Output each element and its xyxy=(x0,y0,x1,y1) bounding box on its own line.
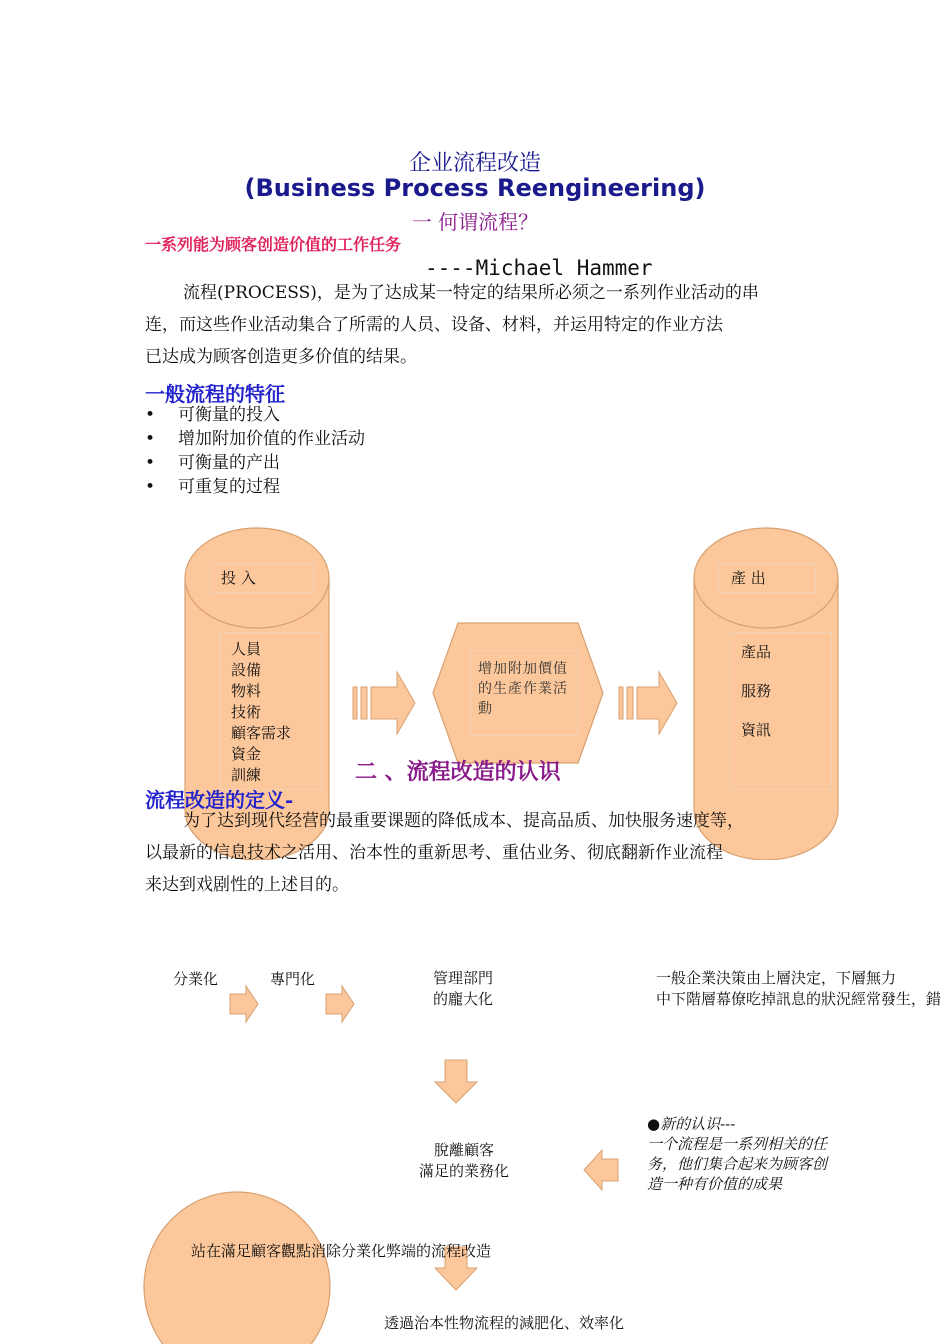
new-understanding-line: 务，他们集合起来为顾客创 xyxy=(647,1155,828,1173)
new-understanding-note xyxy=(647,1114,867,1194)
page-title-english: (Business Process Reengineering) xyxy=(244,174,706,202)
professionalization-label: 專門化 xyxy=(270,970,316,988)
customer-detachment-label xyxy=(405,1140,523,1182)
redesign-line-2: 以最新的信息技术之活用、治本性的重新思考、重估业务、彻底翻新作业流程 xyxy=(145,843,723,863)
list-item: • 增加附加价值的作业活动 xyxy=(145,427,365,451)
new-understanding-line: 一个流程是一系列相关的任 xyxy=(647,1135,828,1153)
intro-line-2: 连，而这些作业活动集合了所需的人员、设备、材料，并运用特定的作业方法 xyxy=(145,315,723,335)
decision-note xyxy=(656,968,950,1010)
management-expansion-label xyxy=(433,968,493,1010)
intro-line-1: 流程(PROCESS)，是为了达成某一特定的结果所必须之一系列作业活动的串 xyxy=(183,283,759,303)
arrow-right-icon xyxy=(619,672,677,734)
decision-note-line: 一般企業決策由上層決定，下層無力 xyxy=(656,969,897,987)
management-expansion-line: 管理部門 xyxy=(433,969,494,987)
author-credit: ----Michael Hammer xyxy=(425,256,653,280)
redesign-line-1: 为了达到现代经营的最重要课题的降低成本、提高品质、加快服务速度等， xyxy=(183,811,744,831)
output-label: 產 出 xyxy=(718,563,816,593)
redesign-line-3: 来达到戏剧性的上述目的。 xyxy=(145,875,349,895)
arrow-down-icon xyxy=(435,1060,477,1103)
page-title-chinese: 企业流程改造 xyxy=(408,151,541,176)
specialization-label: 分業化 xyxy=(173,970,219,988)
output-items-box xyxy=(730,632,832,790)
intro-paragraph xyxy=(145,277,825,373)
section-2-heading: 二 、流程改造的认识 xyxy=(355,759,561,785)
input-label: 投 入 xyxy=(210,563,314,593)
list-item: • 可衡量的投入 xyxy=(145,403,365,427)
definition-line: 一系列能为顾客创造价值的工作任务 xyxy=(145,235,402,254)
decision-note-line: 中下階層幕僚吃掉訊息的狀況經常發生，錯 xyxy=(656,990,942,1008)
features-list xyxy=(145,403,365,499)
input-items-box xyxy=(220,632,322,790)
output-item: 服務 xyxy=(741,682,772,700)
reengineering-circle-shape xyxy=(144,1192,330,1344)
intro-line-3: 已达成为顾客创造更多价值的结果。 xyxy=(145,347,417,367)
input-item: 技術 xyxy=(231,703,262,721)
input-item: 人員 xyxy=(231,640,262,658)
input-item: 訓練 xyxy=(231,766,262,784)
management-expansion-line: 的龐大化 xyxy=(433,990,494,1008)
list-item: • 可重复的过程 xyxy=(145,475,365,499)
redesign-definition-paragraph xyxy=(145,805,835,901)
arrow-right-icon xyxy=(230,986,258,1022)
list-item: • 可衡量的产出 xyxy=(145,451,365,475)
new-understanding-line: 造一种有价值的成果 xyxy=(647,1175,783,1193)
circle-caption: 站在滿足顧客觀點消除分業化弊端的流程改造 xyxy=(191,1242,492,1260)
arrow-right-icon xyxy=(353,672,415,734)
customer-detachment-line: 滿足的業務化 xyxy=(418,1162,509,1180)
features-heading: 一般流程的特征 xyxy=(145,382,285,406)
arrow-right-icon xyxy=(326,986,354,1022)
arrow-left-icon xyxy=(584,1150,618,1190)
input-item: 設備 xyxy=(231,661,262,679)
output-item: 資訊 xyxy=(741,721,772,739)
section-1-heading: 一 何谓流程？ xyxy=(411,210,539,234)
input-item: 資金 xyxy=(231,745,262,763)
new-understanding-line: ●新的认识--- xyxy=(647,1115,736,1133)
customer-detachment-line: 脫離顧客 xyxy=(433,1141,494,1159)
redesign-definition-heading: 流程改造的定义- xyxy=(145,788,294,812)
output-item: 產品 xyxy=(741,643,772,661)
input-item: 物料 xyxy=(231,682,262,700)
bottom-caption: 透過治本性物流程的減肥化、效率化 xyxy=(384,1314,625,1332)
input-item: 顧客需求 xyxy=(231,724,292,742)
process-text: 增加附加價值的生產作業活動 xyxy=(470,650,579,736)
